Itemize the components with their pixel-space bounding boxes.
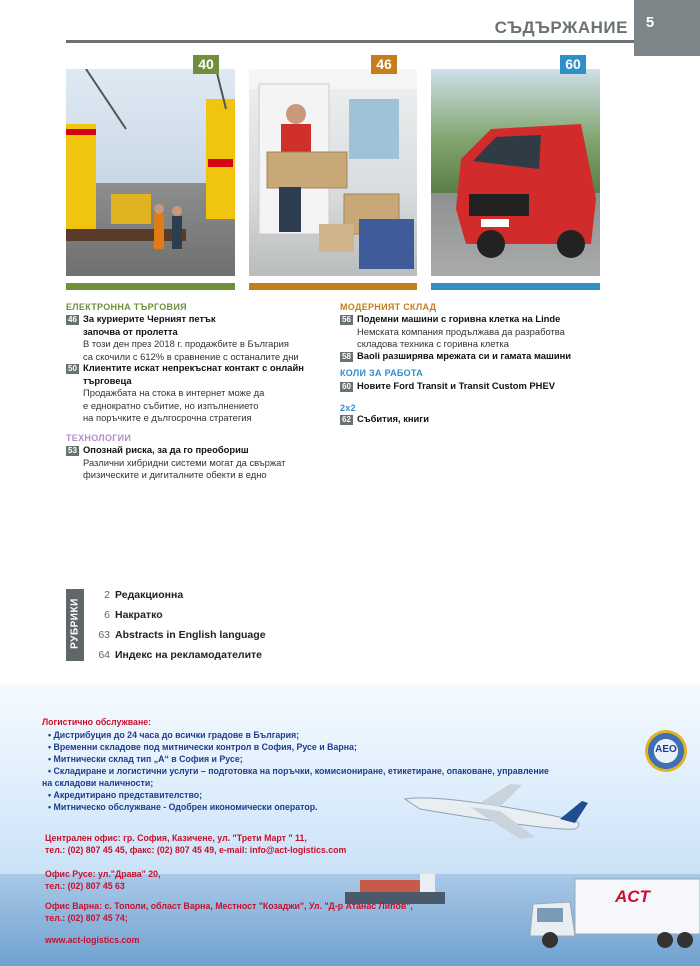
courier-illustration (249, 69, 417, 276)
toc-entry[interactable]: Новите Ford Transit и Transit Custom PHEV (357, 380, 555, 391)
feature-bar-green (66, 283, 235, 290)
feature-badge: 40 (193, 55, 219, 74)
rail-illustration (66, 69, 235, 276)
airplane-icon (400, 779, 590, 849)
aeo-seal-icon (645, 730, 687, 772)
page-title: СЪДЪРЖАНИЕ (494, 18, 628, 37)
feature-photo-courier[interactable] (249, 69, 417, 276)
feature-photo-van[interactable] (431, 69, 600, 276)
section-heading-tech: ТЕХНОЛОГИИ (66, 433, 132, 443)
toc-entry[interactable]: За куриерите Черният петък започва от пролетта В този ден през 2018 г. продажбите в България са скочили с 612% в сравнение с останалите дни (83, 313, 299, 362)
act-logistics-ad[interactable] (0, 684, 700, 966)
ad-bullet: • Складиране и логистични услуги – подготовка на поръчки, комисиониране, етикетиране, опаковане, управление (48, 766, 549, 776)
toc-entry[interactable]: Клиентите искат непрекъснат контакт с онлайн търговеца Продажбата на стока в интернет може да е еднократно събитие, но изпълнението на поръчките е дългосрочна стратегия (83, 362, 304, 423)
ad-bullet: • Дистрибуция до 24 часа до всички градове в България; (48, 730, 300, 740)
toc-page-number: 56 (340, 315, 353, 325)
office-varna: Офис Варна: с. Тополи, област Варна, Местност "Козаджи", Ул. "Д-р Атанас Липов", (45, 901, 413, 911)
office-central-contacts[interactable]: тел.: (02) 807 45 45, факс: (02) 807 45 49, e-mail: info@act-logistics.com (45, 845, 347, 855)
toc-page-number: 60 (340, 382, 353, 392)
feature-badge: 60 (560, 55, 586, 74)
office-ruse: Офис Русе: ул."Драва" 20, (45, 869, 161, 879)
toc-page-number: 62 (340, 415, 353, 425)
feature-bar-orange (249, 283, 417, 290)
toc-entry[interactable]: Baoli разширява мрежата си и гамата машини (357, 350, 572, 361)
truck-logo: ACT (615, 887, 650, 906)
header-rule (66, 40, 634, 43)
rubriki-label: РУБРИКИ (69, 598, 81, 649)
office-central: Централен офис: гр. София, Казичене, ул. "Трети Март " 11, (45, 833, 307, 843)
section-heading-warehouse: МОДЕРНИЯТ СКЛАД (340, 302, 437, 312)
rubriki-item[interactable]: 63 Abstracts in English language (98, 629, 266, 641)
truck-icon (525, 874, 700, 959)
rubriki-item[interactable]: 6 Накратко (104, 609, 163, 621)
feature-bar-blue (431, 283, 600, 290)
office-varna-contacts: тел.: (02) 807 45 74; (45, 913, 128, 923)
office-ruse-contacts: тел.: (02) 807 45 63 (45, 881, 125, 891)
toc-page-number: 50 (66, 364, 79, 374)
ad-bullet: • Митнически склад тип „А“ в София и Русе; (48, 754, 243, 764)
ad-bullet: • Митническо обслужване - Одобрен икономически оператор. (48, 802, 318, 812)
ad-bullet: • Акредитирано представителство; (48, 790, 203, 800)
section-heading-ecommerce: ЕЛЕКТРОННА ТЪРГОВИЯ (66, 302, 187, 312)
toc-page-number: 53 (66, 446, 79, 456)
ad-bullet: на складови наличности; (42, 778, 154, 788)
ad-bullet: • Временни складове под митнически контрол в София, Русе и Варна; (48, 742, 357, 752)
toc-page-number: 58 (340, 352, 353, 362)
van-illustration (431, 69, 600, 276)
feature-photo-rail[interactable] (66, 69, 235, 276)
section-heading-2x2: 2x2 (340, 403, 356, 413)
toc-page-number: 46 (66, 315, 79, 325)
section-heading-work-cars: КОЛИ ЗА РАБОТА (340, 368, 424, 378)
rubriki-item[interactable]: 64 Индекс на рекламодателите (98, 649, 263, 661)
website-link[interactable]: www.act-logistics.com (45, 935, 140, 945)
aeo-logo-text: AEO (655, 744, 677, 755)
feature-badge: 46 (371, 55, 397, 74)
rubriki-item[interactable]: 2 Редакционна (104, 589, 184, 601)
toc-entry[interactable]: Подемни машини с горивна клетка на Linde Немската компания продължава да разработва складова техника с горивна клетка (357, 313, 565, 349)
page-number: 5 (645, 14, 655, 31)
toc-entry[interactable]: Опознай риска, за да го преобориш Различни хибридни системи могат да свържат физическите и дигиталните обекти в едно (83, 444, 286, 480)
toc-entry[interactable]: Събития, книги (357, 413, 429, 424)
ad-heading: Логистично обслужване: (42, 717, 152, 727)
